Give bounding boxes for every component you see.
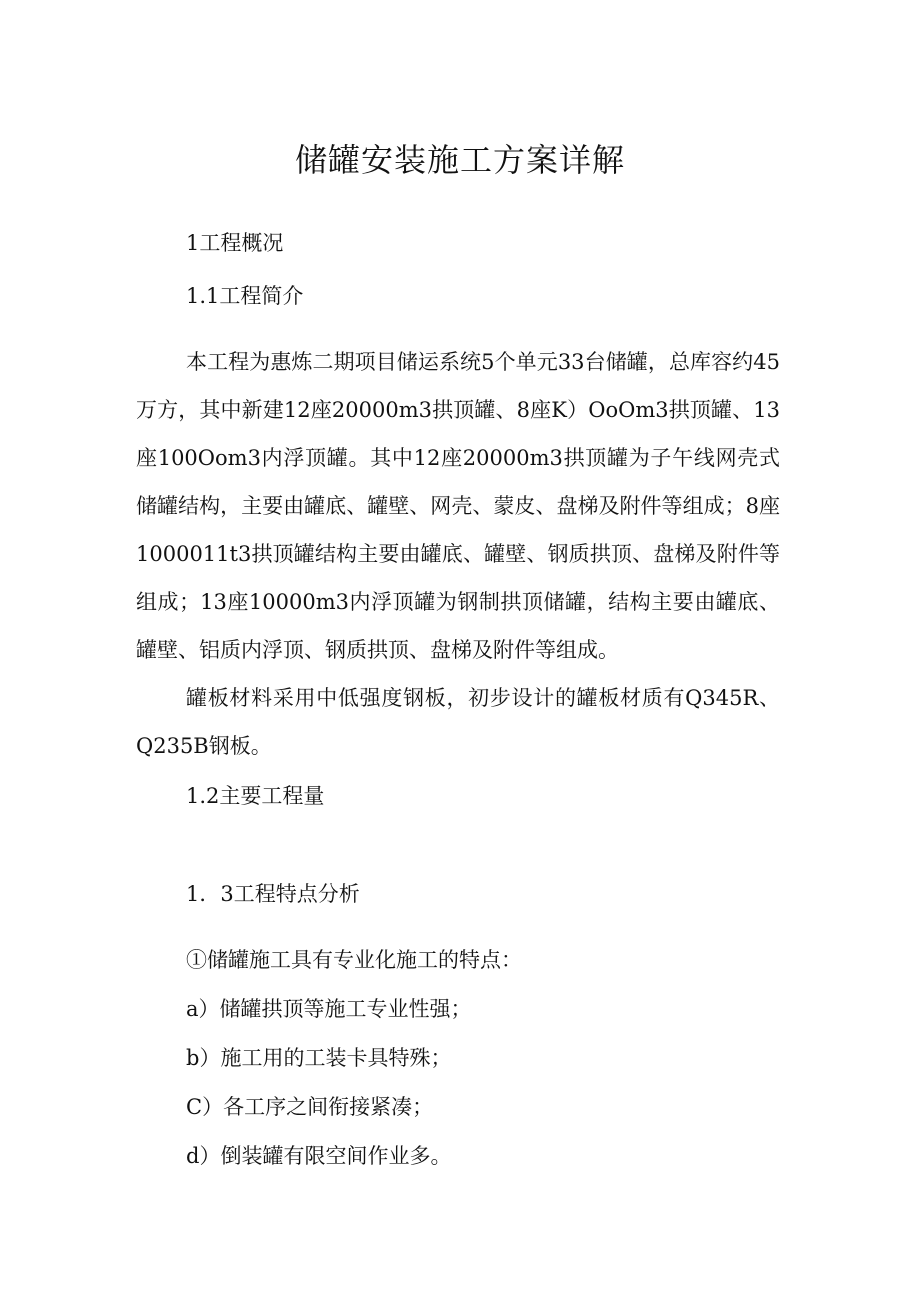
section-heading-1-3: 1．3工程特点分析 bbox=[186, 882, 360, 906]
list-item: a）储罐拱顶等施工专业性强； bbox=[186, 997, 472, 1021]
section-heading-1-2: 1.2主要工程量 bbox=[186, 784, 325, 808]
paragraph-materials: 罐板材料采用中低强度钢板，初步设计的罐板材质有Q345R、Q235B钢板。 bbox=[136, 686, 780, 758]
list-item: d）倒装罐有限空间作业多。 bbox=[186, 1144, 452, 1168]
document-title: 储罐安装施工方案详解 bbox=[294, 141, 625, 179]
section-heading-1: 1工程概况 bbox=[186, 231, 284, 255]
paragraph-project-intro: 本工程为惠炼二期项目储运系统5个单元33台储罐，总库容约45万方，其中新建12座20000m3拱顶罐、8座K）OoOm3拱顶罐、13座100Oom3内浮顶罐。其中12座20000m3拱顶罐为子午线网壳式储罐结构，主要由罐底、罐壁、网壳、蒙皮、盘梯及附件等组成；8座1000011t3拱顶罐结构主要由罐底、罐壁、钢质拱顶、盘梯及附件等组成；13座10000m3内浮顶罐为钢制拱顶储罐，结构主要由罐底、罐壁、铝质内浮顶、钢质拱顶、盘梯及附件等组成。 bbox=[136, 350, 780, 662]
list-item: C）各工序之间衔接紧凑； bbox=[186, 1095, 434, 1119]
point-heading: ①储罐施工具有专业化施工的特点： bbox=[186, 948, 522, 972]
list-item: b）施工用的工装卡具特殊； bbox=[186, 1046, 452, 1070]
section-heading-1-1: 1.1工程简介 bbox=[186, 284, 304, 308]
